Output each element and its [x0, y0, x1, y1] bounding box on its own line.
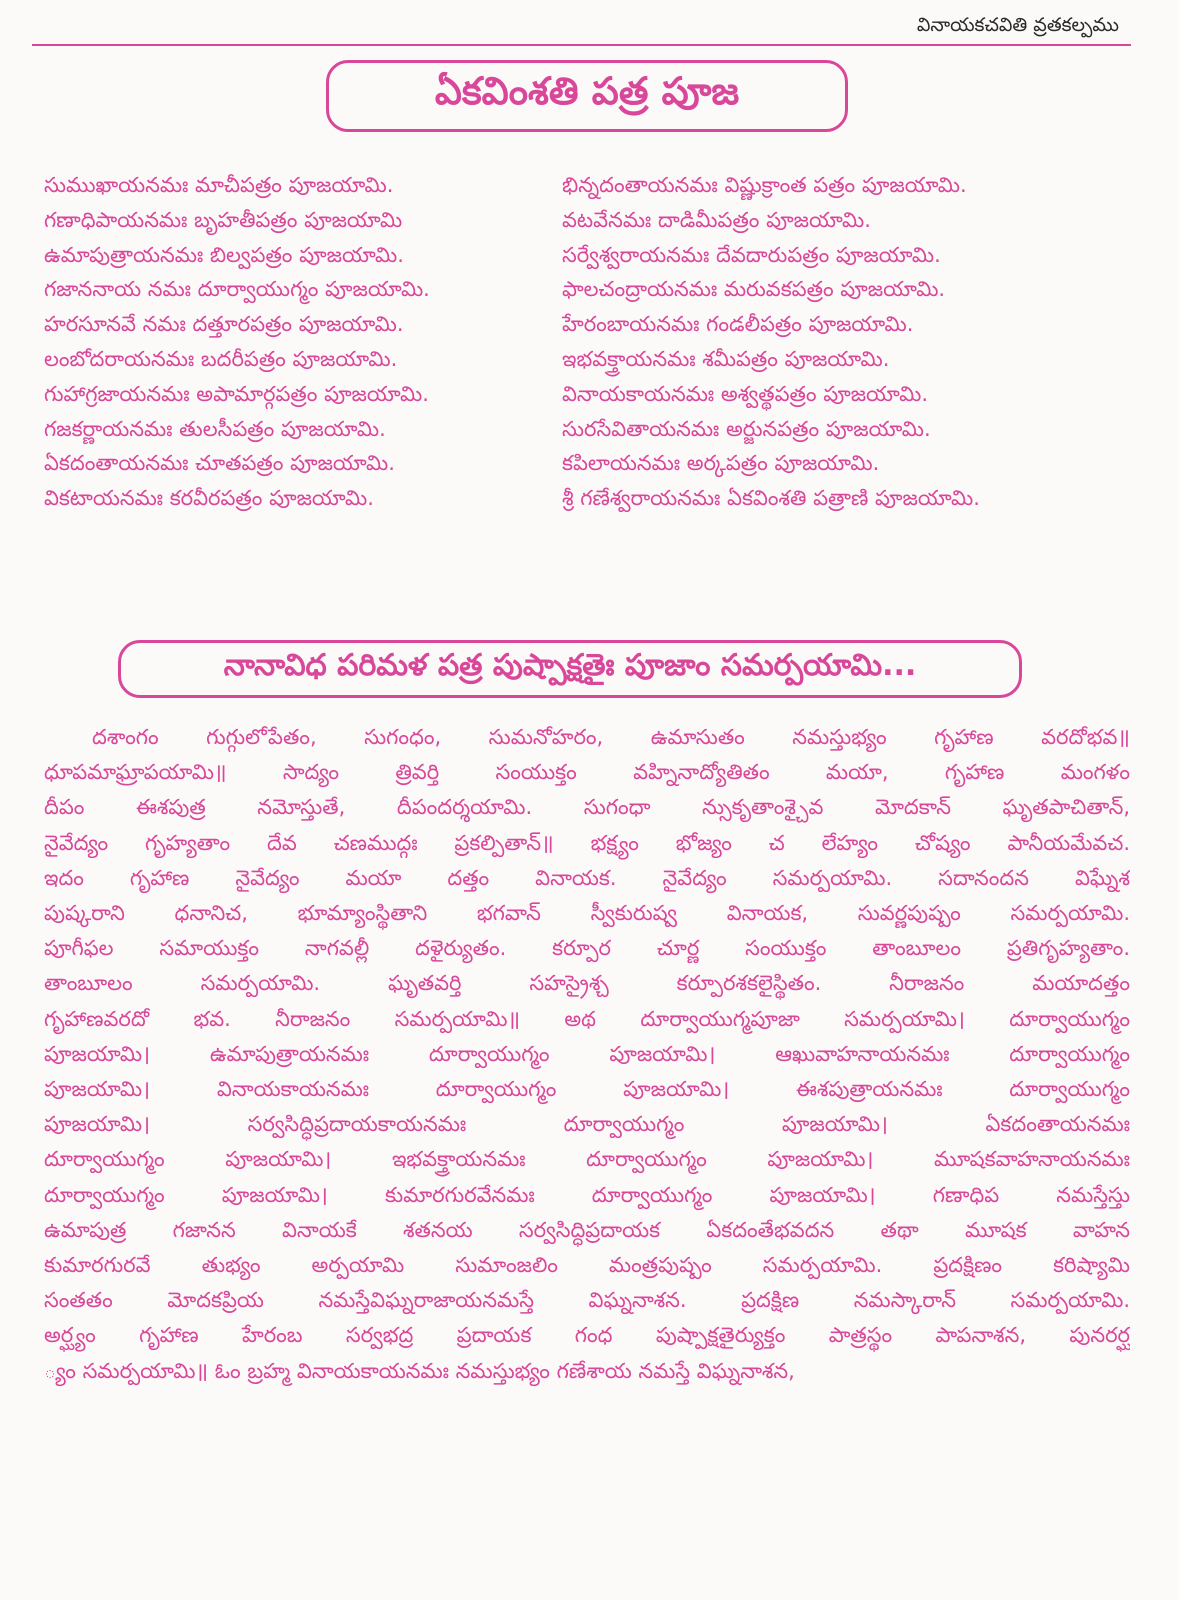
banner-text: నానావిధ పరిమళ పత్ర పుష్పాక్షతైః పూజాం సమర్పయామి... [223, 648, 917, 683]
paragraph-line: ధూపమాఘ్రాపయామి॥ సాద్యం త్రివర్తి సంయుక్తం వహ్నినాద్యోతితం మయా, గృహాణ మంగళం [44, 760, 1130, 785]
mantra-line: వినాయకాయనమః అశ్వత్థపత్రం పూజయామి. [562, 381, 929, 406]
paragraph-line: పూజయామి। వినాయకాయనమః దూర్వాయుగ్మం పూజయామి। ఈశపుత్రాయనమః దూర్వాయుగ్మం [44, 1077, 1130, 1102]
section-title: ఏకవింశతి పత్ర పూజ [434, 69, 740, 113]
paragraph-line: దశాంగం గుగ్గులోపేతం, సుగంధం, సుమనోహరం, ఉమాసుతం నమస్తుభ్యం గృహాణ వరదోభవ॥ [92, 725, 1130, 749]
paragraph-line: పూగీఫల సమాయుక్తం నాగవల్లీ దళైర్యుతం. కర్పూర చూర్ణ సంయుక్తం తాంబూలం ప్రతిగృహ్యతాం. [44, 936, 1130, 961]
mantra-line: గజాననాయ నమః దూర్వాయుగ్మం పూజయామి. [44, 277, 430, 302]
subsection-banner [118, 640, 1022, 698]
paragraph-line: ్యం సమర్పయామి॥ ఓం బ్రహ్మ వినాయకాయనమః నమస్తుభ్యం గణేశాయ నమస్తే విఘ్ననాశన, [44, 1358, 795, 1383]
mantra-line: ఫాలచంద్రాయనమః మరువకపత్రం పూజయామి. [562, 277, 946, 302]
book-title: వినాయకచవితి వ్రతకల్పము [916, 14, 1119, 36]
mantra-line: హేరంబాయనమః గండలీపత్రం పూజయామి. [562, 312, 914, 337]
mantra-line: శ్రీ గణేశ్వరాయనమః ఏకవింశతి పత్రాణి పూజయామి. [562, 486, 980, 511]
paragraph-line: పూజయామి। సర్వసిద్ధిప్రదాయకాయనమః దూర్వాయుగ్మం పూజయామి। ఏకదంతాయనమః [44, 1112, 1130, 1137]
paragraph-line: పూజయామి। ఉమాపుత్రాయనమః దూర్వాయుగ్మం పూజయామి। ఆఖువాహనాయనమః దూర్వాయుగ్మం [44, 1041, 1130, 1066]
body-paragraph [44, 720, 1130, 1389]
mantra-line: కపిలాయనమః అర్కపత్రం పూజయామి. [562, 451, 880, 476]
section-title-box [326, 60, 848, 132]
mantra-list-right [562, 168, 1142, 516]
paragraph-line: తాంబూలం సమర్పయామి. ఘృతవర్తి సహస్రైశ్చ కర్పూరశకలైస్థితం. నీరాజనం మయాదత్తం [44, 971, 1130, 996]
paragraph-line: గృహాణవరదో భవ. నీరాజనం సమర్పయామి॥ అథ దూర్వాయుగ్మపూజా సమర్పయామి। దూర్వాయుగ్మం [44, 1006, 1130, 1031]
mantra-line: హరసూనవే నమః దత్తూరపత్రం పూజయామి. [44, 312, 404, 337]
header-divider [32, 44, 1131, 46]
paragraph-line: కుమారగురవే తుభ్యం అర్పయామి సుమాంజలిం మంత్రపుష్పం సమర్పయామి. ప్రదక్షిణం కరిష్యామి [44, 1253, 1130, 1278]
mantra-line: భిన్నదంతాయనమః విష్ణుక్రాంత పత్రం పూజయామి. [562, 173, 967, 197]
paragraph-line: ఇదం గృహాణ నైవేద్యం మయా దత్తం వినాయక. నైవేద్యం సమర్పయామి. సదానందన విఘ్నేశ [44, 865, 1130, 890]
mantra-line: వికటాయనమః కరవీరపత్రం పూజయామి. [44, 486, 374, 511]
paragraph-line: నైవేద్యం గృహ్యతాం దేవ చణముద్గః ప్రకల్పితాన్॥ భక్ష్యం భోజ్యం చ లేహ్యం చోష్యం పానీయమేవచ. [44, 830, 1130, 855]
mantra-list-left [44, 168, 556, 516]
paragraph-line: దీపం ఈశపుత్ర నమోస్తుతే, దీపందర్శయామి. సుగంధా న్సుకృతాంశ్చైవ మోదకాన్ ఘృతపాచితాన్, [44, 795, 1130, 820]
mantra-line: ఇభవక్త్రాయనమః శమీపత్రం పూజయామి. [562, 346, 890, 371]
mantra-line: సుముఖాయనమః మాచీపత్రం పూజయామి. [44, 173, 394, 197]
paragraph-line: ఉమాపుత్ర గజానన వినాయకే శతనయ సర్వసిద్ధిప్రదాయక ఏకదంతేభవదన తథా మూషక వాహన [44, 1217, 1130, 1242]
mantra-line: ఉమాపుత్రాయనమః బిల్వపత్రం పూజయామి. [44, 242, 404, 267]
mantra-line: గుహాగ్రజాయనమః అపామార్గపత్రం పూజయామి. [44, 381, 429, 406]
mantra-line: ఏకదంతాయనమః చూతపత్రం పూజయామి. [44, 451, 395, 476]
mantra-line: వటవేనమః దాడిమీపత్రం పూజయామి. [562, 207, 871, 232]
paragraph-line: దూర్వాయుగ్మం పూజయామి। ఇభవక్త్రాయనమః దూర్వాయుగ్మం పూజయామి। మూషకవాహనాయనమః [44, 1147, 1130, 1172]
paragraph-line: అర్ఘ్యం గృహాణ హేరంబ సర్వభద్ర ప్రదాయక గంధ పుష్పాక్షతైర్యుక్తం పాత్రస్థం పాపనాశన, పునరర్ఘ [44, 1323, 1130, 1348]
paragraph-line: పుష్కరాని ధనానిచ, భూమ్యాంస్థితాని భగవాన్ స్వీకురుష్వ వినాయక, సువర్ణపుష్పం సమర్పయామి. [44, 901, 1130, 926]
mantra-line: లంబోదరాయనమః బదరీపత్రం పూజయామి. [44, 346, 398, 371]
mantra-line: గజకర్ణాయనమః తులసీపత్రం పూజయామి. [44, 416, 386, 441]
paragraph-line: దూర్వాయుగ్మం పూజయామి। కుమారగురవేనమః దూర్వాయుగ్మం పూజయామి। గణాధిప నమస్తేస్తు [44, 1182, 1130, 1207]
paragraph-line: సంతతం మోదకప్రియ నమస్తేవిఘ్నరాజాయనమస్తే విఘ్ననాశన. ప్రదక్షిణ నమస్కారాన్ సమర్పయామి. [44, 1288, 1130, 1313]
mantra-line: గణాధిపాయనమః బృహతీపత్రం పూజయామి [44, 207, 403, 232]
mantra-line: సురసేవితాయనమః అర్జునపత్రం పూజయామి. [562, 416, 931, 441]
mantra-line: సర్వేశ్వరాయనమః దేవదారుపత్రం పూజయామి. [562, 242, 941, 267]
